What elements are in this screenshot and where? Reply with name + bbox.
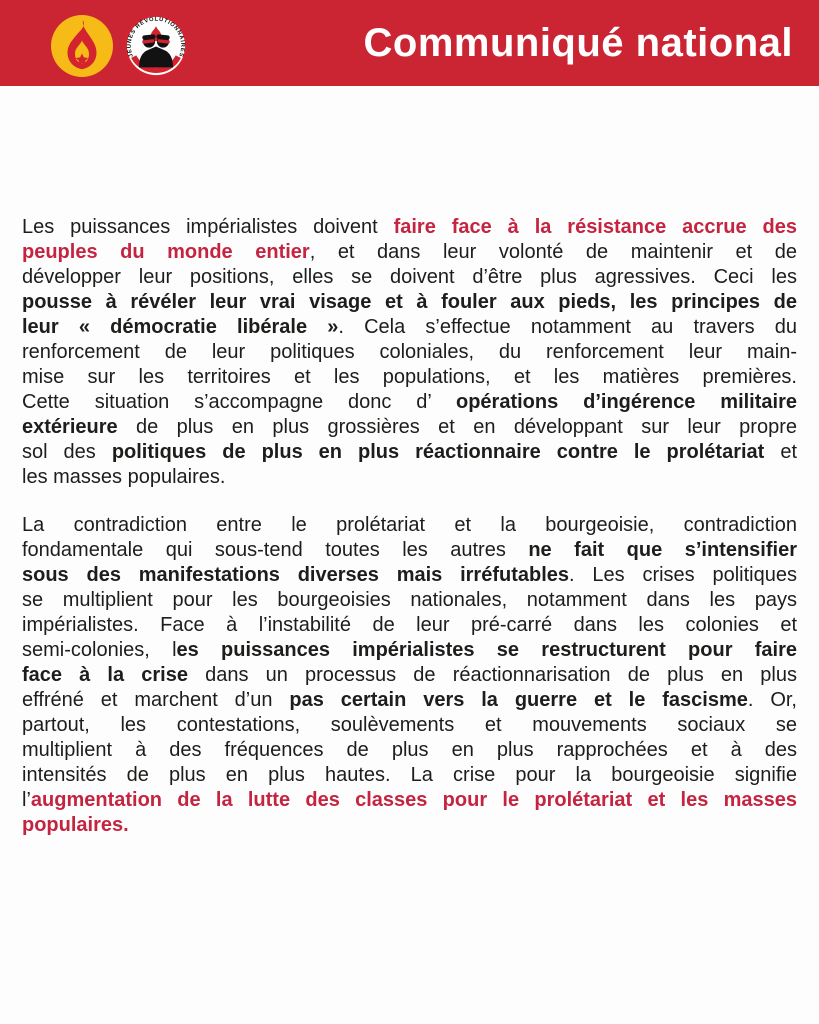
bold-text: politiques de plus en plus réactionnaire contre le prolétariat [111,441,765,463]
red-emphasis-text: populaires. [22,814,129,836]
red-emphasis-text: augmentation de la lutte des classes pour le prolétariat et les masses [30,789,797,811]
text-line [22,563,797,588]
logo-group [50,13,189,79]
body-text-run: impérialistes. Face à l’instabilité de leur pré-carré dans les colonies et [22,614,797,636]
badge-arc-text: JEUNES RÉVOLUTIONNAIRES [126,16,186,58]
bold-text: pousse à révéler leur vrai visage et à fouler aux pieds, les principes de [22,291,797,313]
bold-text: es puissances impérialistes se restructurent pour faire [176,639,797,661]
text-line [22,813,797,838]
text-line [22,390,797,415]
page-title: Communiqué national [363,21,793,65]
text-line [22,315,797,340]
body-text-run: intensités de plus en plus hautes. La crise pour la bourgeoisie signifie [22,764,797,786]
text-line [22,290,797,315]
bold-text: opérations d’ingérence militaire [455,391,797,413]
text-line [22,215,797,240]
body-text-run: semi-colonies, l [22,639,177,661]
body-text-run: sol des [22,441,112,463]
body-text-run: La contradiction entre le prolétariat et la bourgeoisie, contradiction [22,514,797,536]
text-line [22,788,797,813]
text-line [22,638,797,663]
text-line [22,265,797,290]
body-text-run: multiplient à des fréquences de plus en plus rapprochées et à des [22,739,797,761]
body-text-run: fondamentale qui sous-tend toutes les autres [22,539,529,561]
text-line [22,340,797,365]
text-line [22,513,797,538]
text-line [22,538,797,563]
paragraph [22,513,797,838]
body-text-run: . Cela s’effectue notamment au travers du [338,316,798,338]
body-text-run: partout, les contestations, soulèvements et mouvements sociaux se [22,714,797,736]
body-text-run: Les puissances impérialistes doivent [22,216,394,238]
body-text-run: l’ [22,789,31,811]
bold-text: leur « démocratie libérale » [22,316,339,338]
red-emphasis-text: faire face à la résistance accrue des [393,216,798,238]
bold-text: pas certain vers la guerre et le fascisme [289,689,748,711]
header-banner [0,0,819,86]
text-line [22,613,797,638]
body-text-run: . Les crises politiques [569,564,797,586]
red-emphasis-text: peuples du monde entier [22,241,310,263]
bold-text: extérieure [22,416,118,438]
body-text-run: les masses populaires. [22,466,226,488]
text-line [22,663,797,688]
text-line [22,365,797,390]
text-line [22,688,797,713]
body-text-run: développer leur positions, elles se doivent d’être plus agressives. Ceci les [22,266,797,288]
text-line [22,440,797,465]
text-line [22,240,797,265]
body-text-run: dans un processus de réactionnarisation de plus en plus [187,664,797,686]
body-text-run: se multiplient pour les bourgeoisies nationales, notamment dans les pays [22,589,797,611]
body-text-run: . Or, [747,689,797,711]
body-text-run: Cette situation s’accompagne donc d’ [22,391,456,413]
text-line [22,763,797,788]
body-text-run: renforcement de leur politiques coloniales, du renforcement leur main- [22,341,797,363]
body-text-run: effréné et marchent d’un [22,689,290,711]
body-text [22,215,797,838]
text-line [22,738,797,763]
text-line [22,415,797,440]
flame-star-badge-icon [50,14,114,78]
jeunes-revolutionnaires-badge-icon [123,13,189,79]
bold-text: face à la crise [22,664,188,686]
bold-text: sous des manifestations diverses mais irréfutables [22,564,570,586]
paragraph [22,215,797,490]
text-line [22,588,797,613]
bold-text: ne fait que s’intensifier [528,539,797,561]
text-line [22,713,797,738]
body-text-run: , et dans leur volonté de maintenir et de [309,241,798,263]
body-text-run: mise sur les territoires et les populations, et les matières premières. [22,366,797,388]
body-text-run: et [764,441,798,463]
body-text-run: de plus en plus grossières et en développant sur leur propre [117,416,797,438]
text-line [22,465,797,490]
